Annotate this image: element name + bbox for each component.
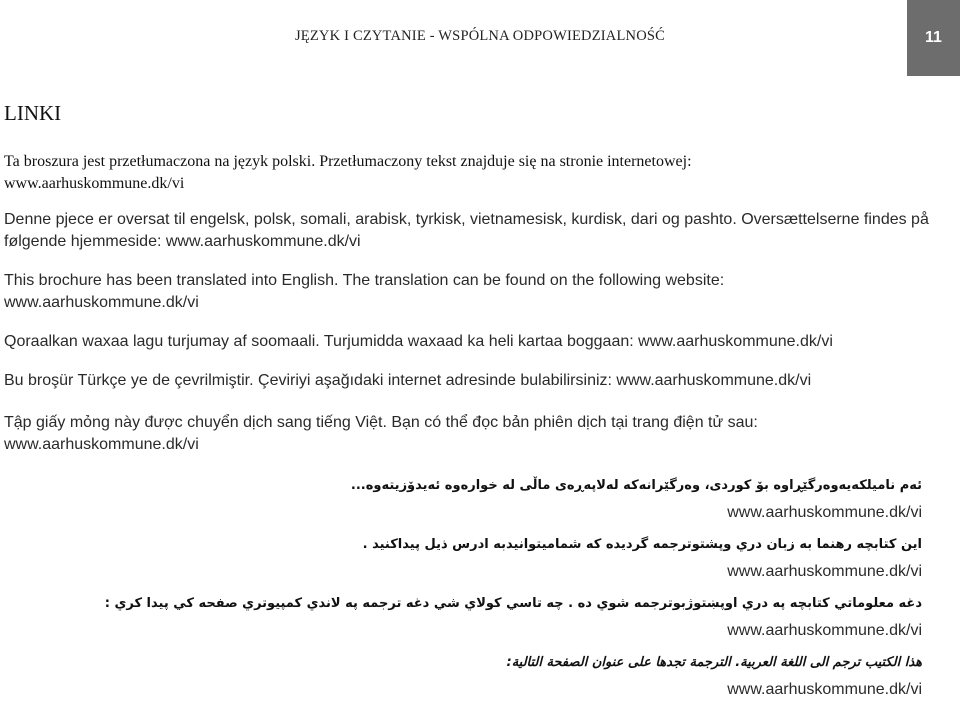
website-link[interactable]: www.aarhuskommune.dk/vi — [4, 175, 185, 192]
paragraph-dari — [22, 535, 922, 583]
paragraph-danish — [4, 209, 934, 253]
paragraph-turkish — [4, 370, 934, 392]
paragraph-arabic — [22, 653, 922, 701]
page-header-title: JĘZYK I CZYTANIE - WSPÓLNA ODPOWIEDZIALNOŚĆ — [294, 28, 666, 44]
paragraph-kurdish — [22, 476, 922, 524]
page-number-badge: 11 — [907, 0, 960, 76]
paragraph-polish — [4, 151, 934, 195]
website-link[interactable]: www.aarhuskommune.dk/vi — [727, 504, 922, 521]
section-heading: LINKI — [4, 101, 62, 125]
paragraph-text: ئەم نامیلكەیەوەرگێڕاوە بۆ كوردی، وەرگێرانەكە لەلاپەڕەی ماڵی لە خوارەوە ئەیدۆزیتەوە... — [350, 478, 922, 493]
paragraph-text: این کتابچه رهنما به زبان دري وپشتوترجمه گردیده كه شمامیتوانیدبه ادرس ذيل پيداكنيد . — [362, 537, 922, 552]
paragraph-text: Qoraalkan waxaa lagu turjumay af soomaali. Turjumidda waxaad ka heli kartaa boggaan: www.aarhuskommune.dk/vi — [4, 333, 833, 350]
paragraph-text: Ta broszura jest przetłumaczona na język polski. Przetłumaczony tekst znajduje się na stronie internetowej: — [4, 153, 692, 170]
website-link[interactable]: www.aarhuskommune.dk/vi — [727, 563, 922, 580]
paragraph-text: Tập giấy mỏng này được chuyển dịch sang tiếng Việt. Bạn có thể đọc bản phiên dịch tại trang điện tử sau: — [4, 414, 758, 431]
website-link[interactable]: www.aarhuskommune.dk/vi — [4, 436, 199, 453]
website-link[interactable]: www.aarhuskommune.dk/vi — [727, 622, 922, 639]
paragraph-text: Denne pjece er oversat til engelsk, polsk, somali, arabisk, tyrkisk, vietnamesisk, kurdisk, dari og pashto. Oversættelserne findes på følgende hjemmeside: www.aarhuskommune.dk/vi — [4, 211, 929, 250]
paragraph-text: This brochure has been translated into English. The translation can be found on the following website: — [4, 272, 725, 289]
paragraph-english — [4, 270, 934, 314]
paragraph-text: هذا الكتيب ترجم الى اللغة العربية. الترجمة تجدها على عنوان الصفحة التالية: — [506, 655, 922, 670]
paragraph-text: دغه معلوماتي كتابچه په دري اوپښتوژبوترجمه شوي ده . چه تاسي كولاي شي دغه ترجمه په لاندي كمپيوتري صفحه كي پيدا كري : — [104, 596, 922, 611]
website-link[interactable]: www.aarhuskommune.dk/vi — [727, 681, 922, 698]
paragraph-text: Bu broşür Türkçe ye de çevrilmiştir. Çeviriyi aşağıdaki internet adresinde bulabilirsiniz: www.aarhuskommune.dk/vi — [4, 372, 812, 389]
paragraph-somali — [4, 331, 934, 353]
paragraph-vietnamese — [4, 412, 934, 456]
website-link[interactable]: www.aarhuskommune.dk/vi — [4, 294, 199, 311]
paragraph-pashto — [22, 594, 922, 642]
